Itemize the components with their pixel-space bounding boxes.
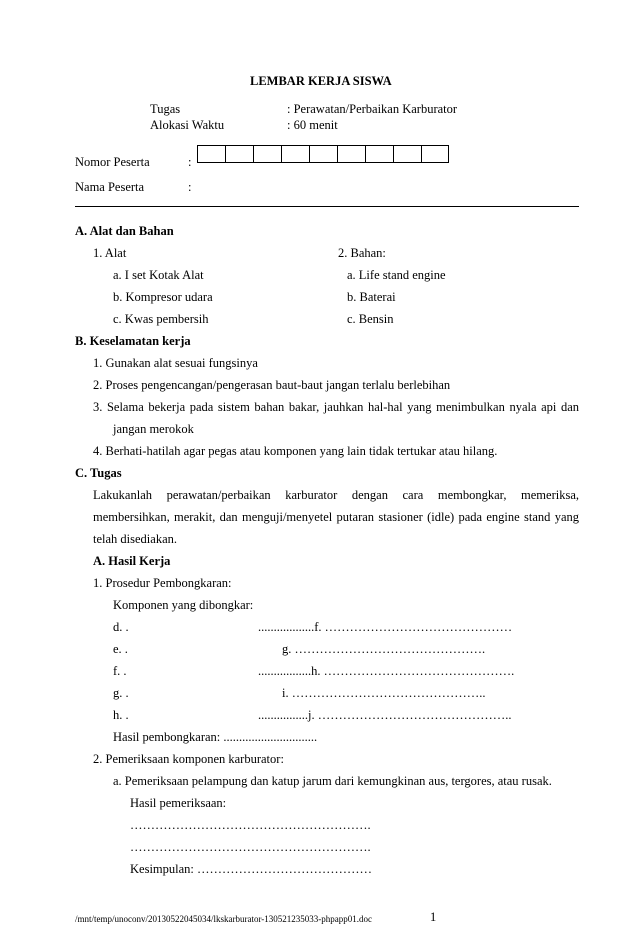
kesimpulan-line: Kesimpulan: …………………………………… xyxy=(130,862,373,876)
alat-heading: 1. Alat xyxy=(93,246,127,260)
digit-box[interactable] xyxy=(365,145,393,163)
bahan-heading: 2. Bahan: xyxy=(338,246,386,260)
page-number: 1 xyxy=(430,910,437,924)
page-title: LEMBAR KERJA SISWA xyxy=(250,74,392,88)
answer-line: …………………………………………………. xyxy=(130,818,371,832)
component-blank: d. . xyxy=(113,620,129,634)
step-1-title: 1. Prosedur Pembongkaran: xyxy=(93,576,232,590)
bahan-item: b. Baterai xyxy=(347,290,396,304)
task-paragraph-line: telah disediakan. xyxy=(93,532,177,546)
safety-item: 3. Selama bekerja pada sistem bahan bakar, jauhkan hal-hal yang menimbulkan nyala api dan xyxy=(93,400,579,414)
component-blank: ..................f. ……………………………………… xyxy=(258,620,513,634)
digit-box[interactable] xyxy=(421,145,449,163)
safety-item: 1. Gunakan alat sesuai fungsinya xyxy=(93,356,258,370)
hasil-kerja-heading: A. Hasil Kerja xyxy=(93,554,171,568)
safety-item-cont: jangan merokok xyxy=(113,422,194,436)
header-divider xyxy=(75,206,579,207)
safety-item: 4. Berhati-hatilah agar pegas atau komponen yang lain tidak tertukar atau hilang. xyxy=(93,444,498,458)
component-blank: .................h. ………………………………………. xyxy=(258,664,515,678)
tugas-value: : Perawatan/Perbaikan Karburator xyxy=(287,102,458,116)
alat-item: b. Kompresor udara xyxy=(113,290,213,304)
nama-peserta-label: Nama Peserta xyxy=(75,180,145,194)
waktu-label: Alokasi Waktu xyxy=(150,118,225,132)
section-b-heading: B. Keselamatan kerja xyxy=(75,334,191,348)
hasil-pemeriksaan-label: Hasil pemeriksaan: xyxy=(130,796,227,810)
safety-item: 2. Proses pengencangan/pengerasan baut-baut jangan terlalu berlebihan xyxy=(93,378,451,392)
bahan-item: a. Life stand engine xyxy=(347,268,446,282)
footer-file-path: /mnt/temp/unoconv/20130522045034/lkskarburator-130521235033-phpapp01.doc xyxy=(75,914,373,924)
section-a-heading: A. Alat dan Bahan xyxy=(75,224,174,238)
bahan-item: c. Bensin xyxy=(347,312,394,326)
digit-box[interactable] xyxy=(225,145,253,163)
digit-box[interactable] xyxy=(197,145,225,163)
component-blank: i. ……………………………………….. xyxy=(282,686,486,700)
tugas-label: Tugas xyxy=(150,102,181,116)
nomor-peserta-label: Nomor Peserta xyxy=(75,155,150,169)
nama-peserta-colon: : xyxy=(188,180,192,194)
step-2-title: 2. Pemeriksaan komponen karburator: xyxy=(93,752,284,766)
digit-box[interactable] xyxy=(281,145,309,163)
component-blank: e. . xyxy=(113,642,128,656)
digit-box[interactable] xyxy=(309,145,337,163)
alat-item: a. I set Kotak Alat xyxy=(113,268,204,282)
component-blank: g. . xyxy=(113,686,129,700)
component-blank: g. ………………………………………. xyxy=(282,642,486,656)
nomor-peserta-boxes[interactable] xyxy=(197,145,449,163)
task-paragraph-line: Lakukanlah perawatan/perbaikan karburator dengan cara membongkar, memeriksa, xyxy=(93,488,579,502)
komponen-label: Komponen yang dibongkar: xyxy=(113,598,254,612)
section-c-heading: C. Tugas xyxy=(75,466,122,480)
digit-box[interactable] xyxy=(337,145,365,163)
nomor-peserta-colon: : xyxy=(188,155,192,169)
hasil-pembongkaran: Hasil pembongkaran: .............................. xyxy=(113,730,318,744)
component-blank: ................j. ……………………………………….. xyxy=(258,708,512,722)
step-2a: a. Pemeriksaan pelampung dan katup jarum dari kemungkinan aus, tergores, atau rusak. xyxy=(113,774,552,788)
digit-box[interactable] xyxy=(393,145,421,163)
component-blank: h. . xyxy=(113,708,129,722)
component-blank: f. . xyxy=(113,664,127,678)
waktu-value: : 60 menit xyxy=(287,118,338,132)
answer-line: …………………………………………………. xyxy=(130,840,371,854)
alat-item: c. Kwas pembersih xyxy=(113,312,209,326)
task-paragraph-line: membersihkan, merakit, dan menguji/menyetel putaran stasioner (idle) pada engine stand yang xyxy=(93,510,579,524)
digit-box[interactable] xyxy=(253,145,281,163)
